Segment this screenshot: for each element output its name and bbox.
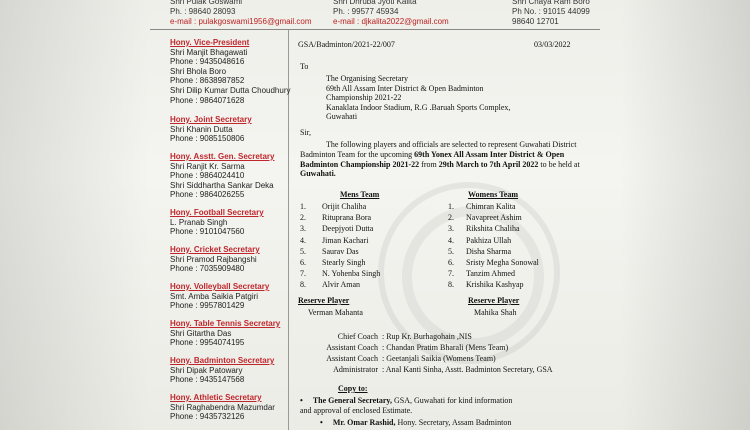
- sidebar-line: Phone : 9435048616: [170, 57, 245, 67]
- mens-player: Orijit Chaliha: [322, 202, 367, 211]
- sidebar-line: Phone : 9957801429: [170, 301, 245, 311]
- copy-item-1-cont: and approval of enclosed Estimate.: [300, 406, 413, 415]
- copy-text: GSA, Guwahati for kind information: [391, 396, 513, 405]
- womens-player-number: 8.: [448, 280, 454, 290]
- sidebar-line: Phone : 9085150806: [170, 134, 245, 144]
- womens-player-number: 3.: [448, 224, 454, 234]
- sidebar-section: [170, 393, 290, 422]
- sidebar-section-title: Hony. Vice-President: [170, 38, 250, 47]
- sidebar-line: Phone : 9864024410: [170, 171, 245, 181]
- bullet-icon: •: [300, 396, 303, 405]
- sidebar-section-title: Hony. Football Secretary: [170, 208, 264, 217]
- sidebar-line: Shri Bhola Boro: [170, 66, 227, 76]
- official-role: Chief Coach: [337, 332, 378, 341]
- address-line: The Organising Secretary: [326, 74, 409, 83]
- copy-recipient: Mr. Omar Rashid,: [332, 418, 396, 427]
- sidebar-line: Shri Raghabendra Mazumdar: [170, 402, 275, 412]
- page-shadow-left: [0, 0, 150, 430]
- copy-item-2: [320, 418, 610, 428]
- salutation: Sir,: [300, 128, 312, 137]
- header-phone: Ph. : 98640 28093: [170, 7, 236, 16]
- sidebar-line: Phone : 9435147568: [170, 375, 245, 385]
- womens-player-number: 1.: [448, 202, 454, 211]
- office-bearers-sidebar: [150, 30, 289, 430]
- championship-venue: Guwahati.: [300, 169, 336, 179]
- sidebar-section: [170, 282, 290, 311]
- copy-to-heading: Copy to:: [338, 384, 368, 393]
- mens-player-number: 2.: [300, 213, 306, 223]
- letter-date: 03/03/2022: [534, 40, 571, 49]
- copy-text: Hony. Secretary, Assam Badminton: [395, 418, 512, 427]
- official-role: Assistant Coach: [326, 354, 378, 363]
- sidebar-line: Phone : 7035909480: [170, 264, 245, 274]
- womens-player: Sristy Megha Sonowal: [466, 258, 539, 267]
- sidebar-section: [170, 208, 290, 237]
- womens-player-number: 4.: [448, 235, 454, 245]
- womens-player: Pakhiza Ullah: [466, 235, 512, 245]
- sidebar-section-title: Hony. Volleyball Secretary: [170, 282, 270, 291]
- sidebar-line: Shri Khanin Dutta: [170, 124, 233, 134]
- bullet-icon: •: [320, 418, 323, 427]
- to-label: To: [300, 62, 309, 71]
- womens-player-number: 6.: [448, 258, 454, 267]
- copy-item-1: [300, 396, 590, 406]
- mens-player: Saurav Das: [322, 246, 359, 256]
- sidebar-line: Shri Dipak Patowary: [170, 365, 243, 375]
- womens-player-number: 5.: [448, 246, 454, 256]
- header-contact-1: [170, 0, 312, 27]
- body-paragraph: [300, 140, 586, 179]
- sidebar-line: Phone : 9864071628: [170, 95, 245, 105]
- womens-player: Krishika Kashyap: [466, 280, 524, 290]
- address-line: Kanaklata Indoor Stadium, R.G .Baruah Sports Complex,: [326, 102, 511, 112]
- sidebar-line: Shri Siddhartha Sankar Deka: [170, 180, 274, 190]
- header-phone: Ph. : 99577 45934: [333, 7, 399, 16]
- sidebar-section-title: Hony. Asstt. Gen. Secretary: [170, 152, 275, 161]
- mens-player-number: 4.: [300, 235, 306, 245]
- page-shadow-right: [620, 0, 750, 430]
- mens-player: Deepjyoti Dutta: [322, 224, 374, 234]
- sidebar-line: Phone : 9864026255: [170, 190, 245, 200]
- sidebar-section-title: Hony. Table Tennis Secretary: [170, 319, 281, 328]
- official-role: Administrator: [333, 365, 378, 374]
- mens-player-number: 3.: [300, 224, 306, 234]
- womens-player: Navapreet Ashim: [466, 213, 522, 223]
- womens-player: Chimran Kalita: [466, 202, 516, 211]
- mens-player-number: 5.: [300, 246, 306, 256]
- mens-player: N. Yohenba Singh: [322, 269, 381, 279]
- header-phone: Ph No. : 91015 44099: [512, 7, 590, 16]
- copy-recipient: The General Secretary,: [312, 396, 392, 405]
- championship-name: 69th Yonex All Assam Inter District & Open Badminton Championship 2021-22: [300, 149, 565, 169]
- mens-player: Rituprana Bora: [322, 213, 372, 223]
- womens-player-number: 2.: [448, 213, 454, 223]
- womens-player: Tanzim Ahmed: [466, 269, 515, 279]
- address-line: Championship 2021-22: [326, 93, 402, 103]
- sidebar-section: [170, 115, 290, 144]
- sidebar-section-title: Hony. Cricket Secretary: [170, 245, 260, 254]
- header-email: e-mail : djkalita2022@gmail.com: [333, 17, 449, 26]
- official-name: : Rup Kr. Burhagohain ,NIS: [382, 332, 472, 341]
- sidebar-section: [170, 319, 290, 348]
- championship-dates: 29th March to 7th April 2022: [438, 159, 539, 169]
- womens-player-number: 7.: [448, 269, 454, 279]
- header-email: e-mail : pulakgoswami1956@gmail.com: [170, 17, 312, 26]
- sidebar-section-title: Hony. Badminton Secretary: [170, 356, 275, 365]
- sidebar-line: Phone : 9954074195: [170, 338, 245, 348]
- womens-team-heading: Womens Team: [468, 190, 519, 199]
- recipient-address: [326, 74, 510, 122]
- header-contact-3: [512, 0, 590, 27]
- header-phone-2: 98640 12701: [512, 17, 559, 26]
- header-contact-2: [333, 0, 449, 27]
- mens-reserve-heading: Reserve Player: [298, 296, 350, 305]
- official-name: : Chandan Pratim Bharali (Mens Team): [382, 343, 509, 352]
- sidebar-line: Shri Ranjit Kr. Sarma: [170, 161, 245, 171]
- mens-player-number: 1.: [300, 202, 306, 211]
- mens-player: Stearly Singh: [322, 258, 366, 267]
- womens-reserve-name: Mahika Shah: [474, 308, 517, 317]
- official-name: : Anal Kanti Sinha, Asstt. Badminton Secretary, GSA: [382, 365, 553, 374]
- sidebar-line: Phone : 8638987852: [170, 76, 245, 86]
- header-name: Shri Pulak Goswami: [170, 0, 243, 6]
- sidebar-line: Phone : 9101047560: [170, 227, 245, 237]
- sidebar-section: [170, 152, 290, 200]
- mens-player: Jiman Kachari: [322, 235, 369, 245]
- header-name: Shri Dhruba Jyoti Kalita: [333, 0, 417, 6]
- sidebar-line: Phone : 9435732126: [170, 412, 245, 422]
- womens-reserve-heading: Reserve Player: [468, 296, 520, 305]
- address-line: 69th All Assam Inter District & Open Badminton: [326, 83, 484, 93]
- womens-player: Rikshita Chaliha: [466, 224, 520, 234]
- sidebar-line: L. Pranab Singh: [170, 217, 228, 227]
- body-text: from: [419, 159, 439, 169]
- sidebar-line: Smt. Amba Saikia Patgiri: [170, 291, 259, 301]
- sidebar-line: Shri Manjit Bhagawati: [170, 47, 248, 57]
- mens-player-number: 6.: [300, 258, 306, 267]
- header-name: Shri Chaya Ram Boro: [512, 0, 590, 6]
- mens-team-heading: Mens Team: [340, 190, 380, 199]
- sidebar-line: Shri Pramod Rajbangshi: [170, 254, 257, 264]
- official-role: Assistant Coach: [326, 343, 378, 352]
- sidebar-section-title: Hony. Athletic Secretary: [170, 393, 262, 402]
- mens-player-number: 7.: [300, 269, 306, 279]
- mens-reserve-name: Verman Mahanta: [308, 308, 363, 317]
- address-line: Guwahati: [326, 112, 358, 122]
- body-text: The following players and officials are selected to represent Guwahati District Badminton Team for the upcoming: [300, 140, 577, 159]
- sidebar-section: [170, 38, 290, 105]
- womens-player: Disha Sharma: [466, 246, 512, 256]
- body-text: to be held at: [538, 159, 580, 169]
- sidebar-line: Shri Dilip Kumar Dutta Choudhury: [170, 85, 291, 95]
- mens-player-number: 8.: [300, 280, 306, 290]
- mens-player: Alvir Aman: [322, 280, 360, 290]
- sidebar-section-title: Hony. Joint Secretary: [170, 115, 252, 124]
- sidebar-section: [170, 356, 290, 385]
- official-name: : Geetanjali Saikia (Womens Team): [382, 354, 496, 363]
- sidebar-line: Shri Gitartha Das: [170, 328, 232, 338]
- sidebar-section: [170, 245, 290, 274]
- reference-number: GSA/Badminton/2021-22/007: [298, 40, 395, 49]
